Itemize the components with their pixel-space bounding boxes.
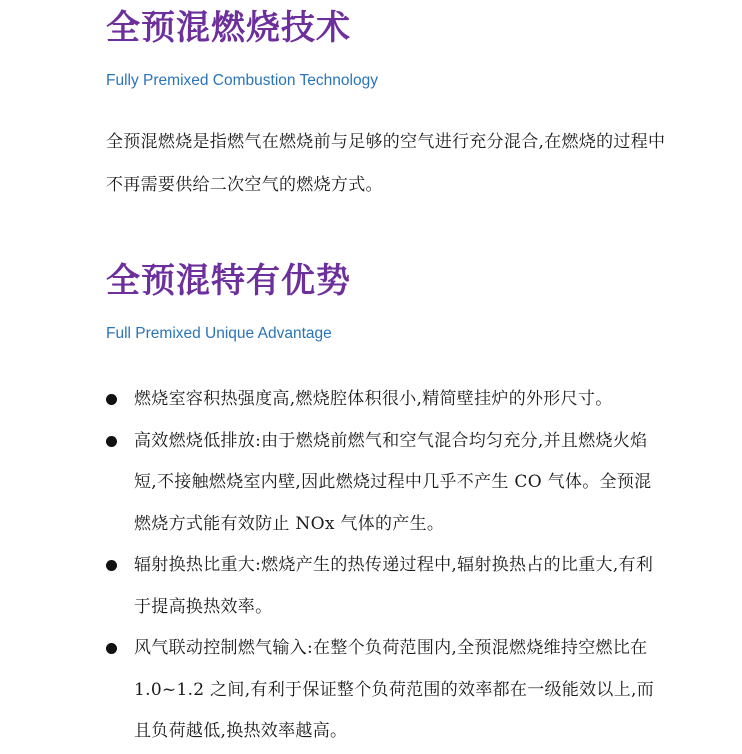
advantage-list bbox=[106, 379, 666, 753]
section-title: 全预混燃烧技术 bbox=[106, 8, 351, 48]
section-advantages bbox=[106, 261, 666, 753]
list-item bbox=[106, 628, 666, 753]
bullet-icon bbox=[106, 436, 117, 447]
list-item bbox=[106, 379, 666, 421]
bullet-icon bbox=[106, 560, 117, 571]
list-item-text: 风气联动控制燃气输入:在整个负荷范围内,全预混燃烧维持空燃比在 1.0~1.2 之间,有利于保证整个负荷范围的效率都在一级能效以上,而且负荷越低,换热效率越高。 bbox=[134, 638, 655, 741]
list-item-text: 辐射换热比重大:燃烧产生的热传递过程中,辐射换热占的比重大,有利于提高换热效率。 bbox=[134, 555, 654, 617]
list-item-text: 高效燃烧低排放:由于燃烧前燃气和空气混合均匀充分,并且燃烧火焰短,不接触燃烧室内壁,因此燃烧过程中几乎不产生 CO 气体。全预混燃烧方式能有效防止 NOx 气体的产生。 bbox=[134, 430, 652, 534]
section-paragraph: 全预混燃烧是指燃气在燃烧前与足够的空气进行充分混合,在燃烧的过程中不再需要供给二次空气的燃烧方式。 bbox=[106, 132, 666, 195]
list-item bbox=[106, 545, 666, 628]
bullet-icon bbox=[106, 643, 117, 654]
section-title: 全预混特有优势 bbox=[106, 261, 351, 301]
section-technology bbox=[106, 8, 666, 207]
section-subtitle: Fully Premixed Combustion Technology bbox=[106, 72, 378, 89]
list-item-text: 燃烧室容积热强度高,燃烧腔体积很小,精简壁挂炉的外形尺寸。 bbox=[134, 389, 613, 409]
section-subtitle: Full Premixed Unique Advantage bbox=[106, 325, 332, 342]
list-item bbox=[106, 421, 666, 546]
bullet-icon bbox=[106, 394, 117, 405]
